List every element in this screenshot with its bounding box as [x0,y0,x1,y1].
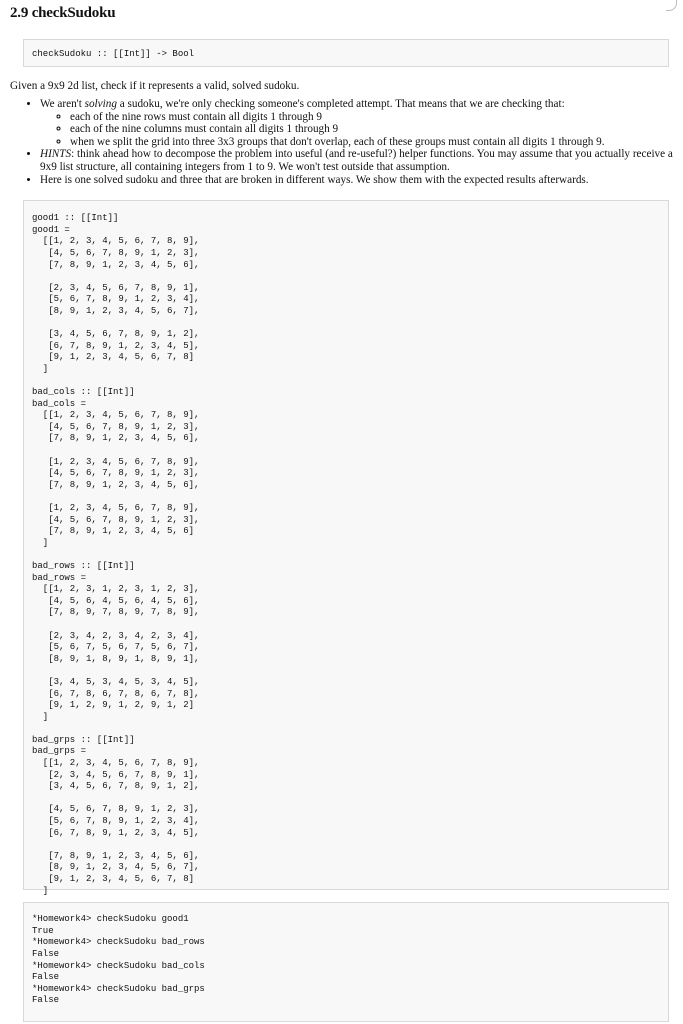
bullet-1-text-end: a sudoku, we're only checking someone's completed attempt. That means that we are checking that: [116,98,565,110]
requirements-list [10,98,673,186]
type-signature: checkSudoku :: [[Int]] -> Bool [32,49,195,59]
signature-code-box [23,39,669,67]
hints-text: : think ahead how to decompose the problem into useful (and re-useful?) helper functions. You may assume that you actually receive a 9x9 list structure, all containing integers from 1 to 9. We won't test outside that assumption. [40,148,673,173]
list-item [40,148,673,173]
sudoku-examples-code: good1 :: [[Int]] good1 = [[1, 2, 3, 4, 5, 6, 7, 8, 9], [4, 5, 6, 7, 8, 9, 1, 2, 3], [7, 8, 9, 1, 2, 3, 4, 5, 6], [2, 3, 4, 5, 6, 7, 8, 9, 1], [5, 6, 7, 8, 9, 1, 2, 3, 4], [8, 9, 1, 2, 3, 4, 5, 6, 7], [3, 4, 5, 6, 7, 8, 9, 1, 2], [6, 7, 8, 9, 1, 2, 3, 4, 5], [9, 1, 2, 3, 4, 5, 6, 7, 8] ] bad_cols :: [[Int]] bad_cols = [[1, 2, 3, 4, 5, 6, 7, 8, 9], [4, 5, 6, 7, 8, 9, 1, 2, 3], [7, 8, 9, 1, 2, 3, 4, 5, 6], [1, 2, 3, 4, 5, 6, 7, 8, 9], [4, 5, 6, 7, 8, 9, 1, 2, 3], [7, 8, 9, 1, 2, 3, 4, 5, 6], [1, 2, 3, 4, 5, 6, 7, 8, 9], [4, 5, 6, 7, 8, 9, 1, 2, 3], [7, 8, 9, 1, 2, 3, 4, 5, 6] ] bad_rows :: [[Int]] bad_rows = [[1, 2, 3, 1, 2, 3, 1, 2, 3], [4, 5, 6, 4, 5, 6, 4, 5, 6], [7, 8, 9, 7, 8, 9, 7, 8, 9], [2, 3, 4, 2, 3, 4, 2, 3, 4], [5, 6, 7, 5, 6, 7, 5, 6, 7], [8, 9, 1, 8, 9, 1, 8, 9, 1], [3, 4, 5, 3, 4, 5, 3, 4, 5], [6, 7, 8, 6, 7, 8, 6, 7, 8], [9, 1, 2, 9, 1, 2, 9, 1, 2] ] bad_grps :: [[Int]] bad_grps = [[1, 2, 3, 4, 5, 6, 7, 8, 9], [2, 3, 4, 5, 6, 7, 8, 9, 1], [3, 4, 5, 6, 7, 8, 9, 1, 2], [4, 5, 6, 7, 8, 9, 1, 2, 3], [5, 6, 7, 8, 9, 1, 2, 3, 4], [6, 7, 8, 9, 1, 2, 3, 4, 5], [7, 8, 9, 1, 2, 3, 4, 5, 6], [8, 9, 1, 2, 3, 4, 5, 6, 7], [9, 1, 2, 3, 4, 5, 6, 7, 8] ] [32,213,200,896]
list-item: ◦ when we split the grid into three 3x3 groups that don't overlap, each of these groups must contain all digits 1 through 9. [70,136,673,149]
list-item [40,98,673,148]
list-item: ◦ each of the nine rows must contain all digits 1 through 9 [70,111,673,124]
ghci-output-code-box [23,902,669,1022]
ghci-session-output: *Homework4> checkSudoku good1 True *Homework4> checkSudoku bad_rows False *Homework4> checkSudoku bad_cols False *Homework4> checkSudoku bad_grps False [32,914,205,1006]
bullet-1-emphasis: solving [84,98,117,110]
check-conditions-list [40,111,673,149]
intro-paragraph: Given a 9x9 2d list, check if it represents a valid, solved sudoku. [10,80,300,92]
bullet-1-text-start: We aren't [40,98,85,110]
hints-label: HINTS [40,148,72,161]
list-item: • Here is one solved sudoku and three that are broken in different ways. We show them with the expected results afterwards. [40,174,673,187]
list-item: ◦ each of the nine columns must contain all digits 1 through 9 [70,123,673,136]
section-title: 2.9 checkSudoku [10,5,116,21]
sudoku-examples-code-box [23,200,669,896]
